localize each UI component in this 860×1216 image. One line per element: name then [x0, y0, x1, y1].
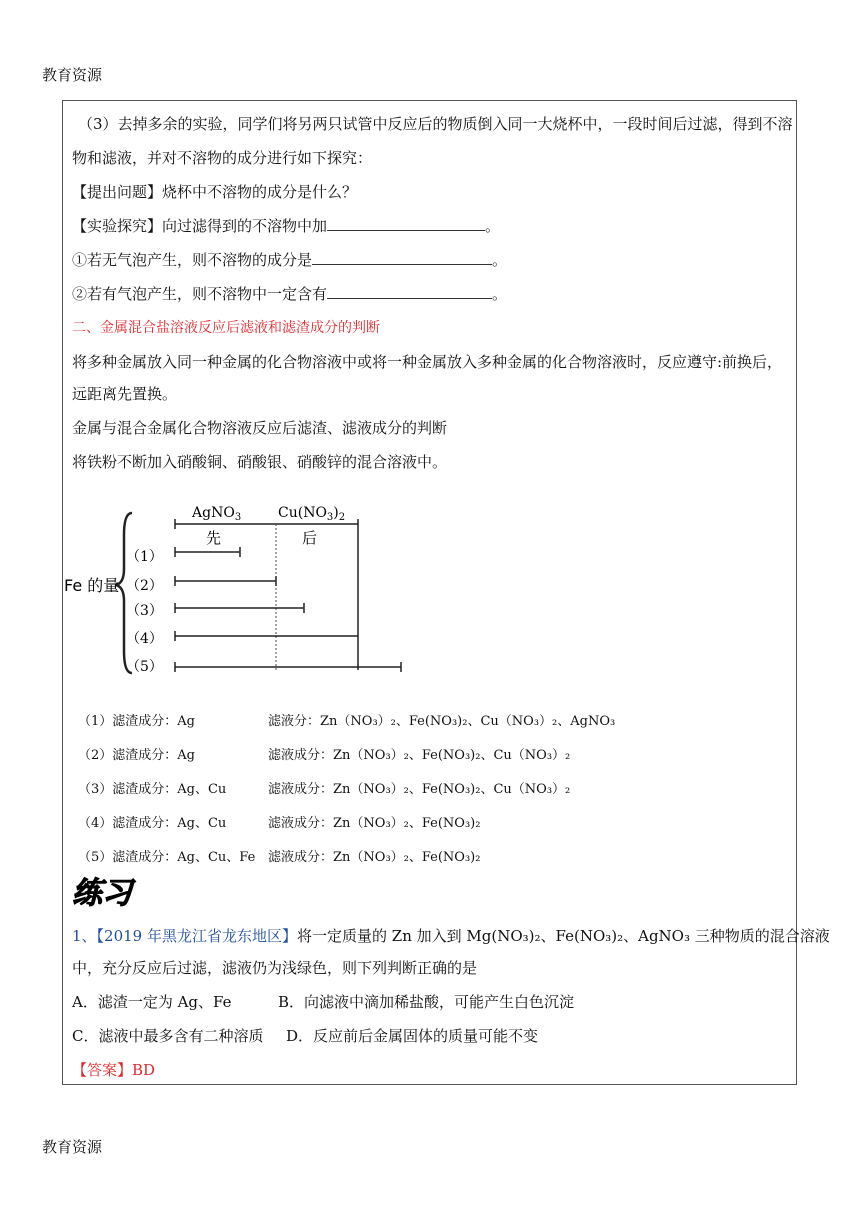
- para3-line1: （3）去掉多余的实验，同学们将另两只试管中反应后的物质倒入同一大烧杯中，一段时间后过滤，得到不溶: [78, 115, 793, 133]
- result-filtrate-1: 滤液分：Zn（NO₃）₂、Fe(NO₃)₂、Cu（NO₃）₂、AgNO₃: [268, 714, 616, 729]
- answer-blank: [327, 284, 492, 299]
- page-header: 教育资源: [42, 66, 103, 84]
- section2-heading: 二、金属混合盐溶液反应后滤液和滤渣成分的判断: [72, 320, 380, 336]
- result-filtrate-5: 滤液成分：Zn（NO₃）₂、Fe(NO₃)₂: [268, 850, 481, 865]
- diagram-row-4: （4）: [126, 631, 163, 647]
- answer-label: 【答案】: [72, 1061, 133, 1079]
- case2-prefix: ②若有气泡产生，则不溶物中一定含有: [72, 285, 328, 303]
- case2-line: [72, 284, 507, 304]
- diagram-row-1: （1）: [126, 549, 163, 565]
- answer-blank: [312, 250, 492, 265]
- option-b: B．向滤液中滴加稀盐酸，可能产生白色沉淀: [278, 993, 575, 1011]
- diagram-row-5: （5）: [126, 659, 163, 675]
- result-residue-1: （1）滤渣成分：Ag: [78, 714, 195, 729]
- case1-prefix: ①若无气泡产生，则不溶物的成分是: [72, 251, 313, 269]
- result-residue-3: （3）滤渣成分：Ag、Cu: [78, 782, 227, 797]
- result-residue-5: （5）滤渣成分：Ag、Cu、Fe: [78, 850, 256, 865]
- svg-text:练习: 练习: [72, 876, 132, 911]
- question-text-1: 将一定质量的 Zn 加入到 Mg(NO₃)₂、Fe(NO₃)₂、AgNO₃ 三种物质的混合溶液: [297, 927, 830, 945]
- explore-suffix: 。: [485, 217, 501, 235]
- result-filtrate-4: 滤液成分：Zn（NO₃）₂、Fe(NO₃)₂: [268, 816, 481, 831]
- explore-line: [72, 216, 500, 236]
- question-1: [72, 926, 830, 946]
- answer-value: BD: [132, 1061, 156, 1079]
- result-filtrate-3: 滤液成分：Zn（NO₃）₂、Fe(NO₃)₂、Cu（NO₃）₂: [268, 782, 571, 797]
- option-a: A．滤渣一定为 Ag、Fe: [72, 993, 232, 1011]
- case1-suffix: 。: [492, 251, 508, 269]
- option-c: C．滤液中最多含有二种溶质: [72, 1027, 264, 1045]
- subtitle-line: 金属与混合金属化合物溶液反应后滤渣、滤液成分的判断: [72, 419, 448, 437]
- question-source: 【2019 年黑龙江省龙东地区】: [96, 927, 297, 945]
- fe-amount-diagram: [60, 495, 420, 685]
- diagram-row-3: （3）: [126, 603, 163, 619]
- result-residue-4: （4）滤渣成分：Ag、Cu: [78, 816, 227, 831]
- rule-line2: 远距离先置换。: [72, 385, 178, 403]
- answer-blank: [327, 216, 485, 231]
- practice-logo: [70, 873, 142, 911]
- option-d: D．反应前后金属固体的质量可能不变: [286, 1027, 539, 1045]
- page-footer: 教育资源: [42, 1138, 103, 1156]
- diagram-second: 后: [302, 529, 318, 547]
- diagram-first: 先: [206, 529, 222, 547]
- result-filtrate-2: 滤液成分：Zn（NO₃）₂、Fe(NO₃)₂、Cu（NO₃）₂: [268, 748, 571, 763]
- diagram-ylabel: Fe 的量: [64, 576, 120, 595]
- para3-line2: 物和滤液，并对不溶物的成分进行如下探究：: [72, 149, 373, 167]
- explore-prefix: 【实验探究】向过滤得到的不溶物中加: [72, 217, 328, 235]
- question-number: 1、: [72, 927, 97, 945]
- question-line: 【提出问题】烧杯中不溶物的成分是什么？: [72, 183, 358, 201]
- case2-suffix: 。: [492, 285, 508, 303]
- diagram-row-2: （2）: [126, 578, 163, 594]
- case1-line: [72, 250, 507, 270]
- example-line: 将铁粉不断加入硝酸铜、硝酸银、硝酸锌的混合溶液中。: [72, 453, 448, 471]
- question-1-cont: 中，充分反应后过滤，滤液仍为浅绿色，则下列判断正确的是: [72, 959, 478, 977]
- result-residue-2: （2）滤渣成分：Ag: [78, 748, 195, 763]
- diagram-col1: AgNO$_3$: [192, 505, 242, 523]
- answer-line: [72, 1060, 155, 1080]
- diagram-col2: $Cu(NO_3)_2$: [278, 505, 346, 523]
- rule-line1: 将多种金属放入同一种金属的化合物溶液中或将一种金属放入多种金属的化合物溶液时，反应遵守:前换后，: [72, 353, 783, 371]
